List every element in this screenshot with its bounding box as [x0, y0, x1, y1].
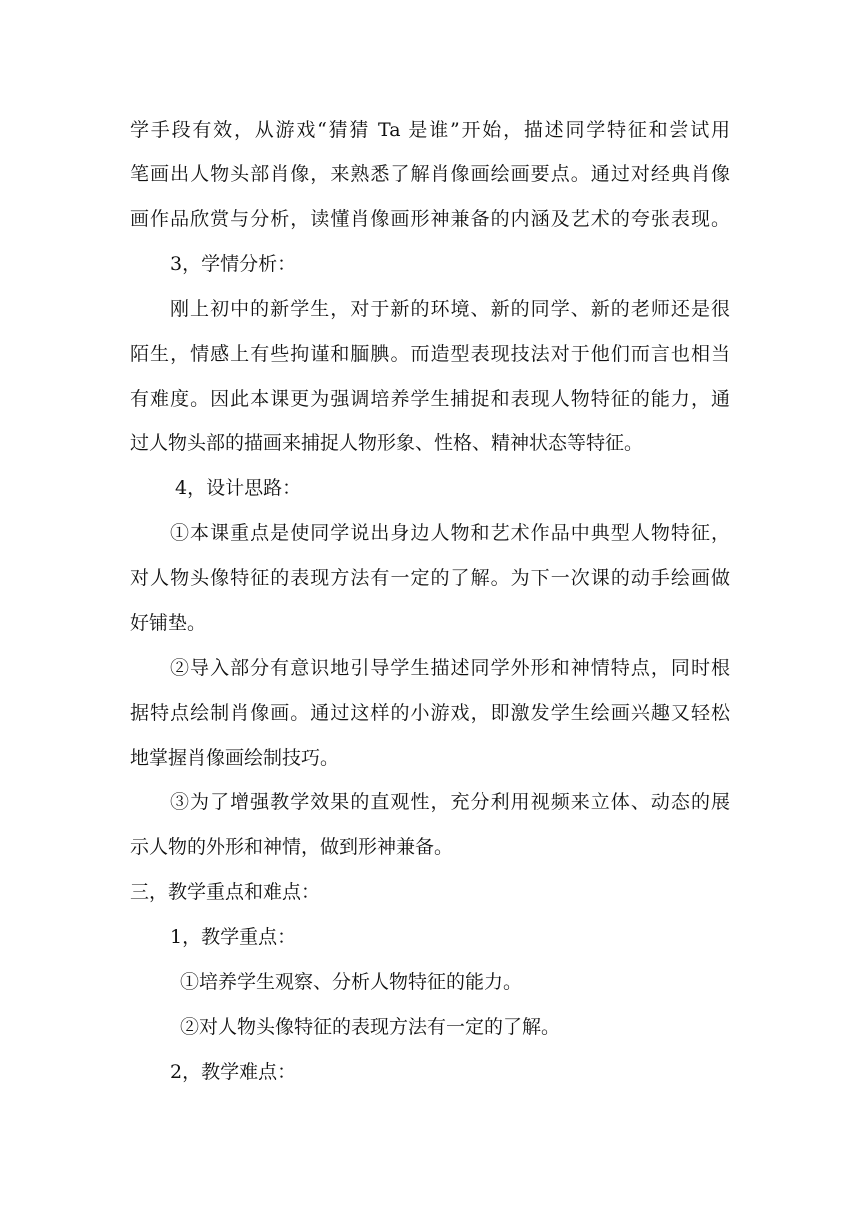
text-line	[0, 554, 860, 602]
paragraph-text: 画作品欣赏与分析，读懂肖像画形神兼备的内涵及艺术的夸张表现。	[130, 208, 730, 230]
subsection-heading: 2，教学难点：	[170, 1061, 297, 1083]
text-line	[0, 509, 860, 557]
paragraph-text: 对人物头像特征的表现方法有一定的了解。为下一次课的动手绘画做	[130, 567, 730, 589]
text-line	[0, 868, 860, 916]
text-line	[0, 913, 860, 961]
section-heading: 3，学情分析：	[170, 253, 297, 275]
text-line	[0, 689, 860, 737]
paragraph-text: 据特点绘制肖像画。通过这样的小游戏，即激发学生绘画兴趣又轻松	[130, 702, 730, 724]
text-line	[0, 464, 860, 512]
text-line	[0, 375, 860, 423]
text-line	[0, 958, 860, 1006]
paragraph-text: ②导入部分有意识地引导学生描述同学外形和神情特点，同时根	[170, 657, 730, 679]
paragraph-text: 地掌握肖像画绘制技巧。	[130, 747, 340, 769]
paragraph-text: 好铺垫。	[130, 612, 207, 634]
text-line	[0, 734, 860, 782]
paragraph-text: ①本课重点是使同学说出身边人物和艺术作品中典型人物特征，	[170, 522, 730, 544]
text-line	[0, 106, 860, 154]
text-line	[0, 330, 860, 378]
text-line	[0, 240, 860, 288]
paragraph-text: 过人物头部的描画来捕捉人物形象、性格、精神状态等特征。	[130, 432, 644, 454]
text-line	[0, 1048, 860, 1096]
text-line	[0, 599, 860, 647]
text-line	[0, 150, 860, 198]
text-line	[0, 285, 860, 333]
list-item: ②对人物头像特征的表现方法有一定的了解。	[180, 1016, 561, 1038]
list-item: ①培养学生观察、分析人物特征的能力。	[180, 971, 523, 993]
paragraph-text: 刚上初中的新学生，对于新的环境、新的同学、新的老师还是很	[170, 298, 730, 320]
text-line	[0, 195, 860, 243]
paragraph-text: 陌生，情感上有些拘谨和腼腆。而造型表现技法对于他们而言也相当	[130, 343, 730, 365]
text-line	[0, 823, 860, 871]
text-line	[0, 419, 860, 467]
paragraph-text: ③为了增强教学效果的直观性，充分利用视频来立体、动态的展	[170, 791, 730, 813]
paragraph-text: 示人物的外形和神情，做到形神兼备。	[130, 836, 454, 858]
text-line	[0, 644, 860, 692]
section-heading: 三，教学重点和难点：	[130, 881, 321, 903]
paragraph-text: 有难度。因此本课更为强调培养学生捕捉和表现人物特征的能力，通	[130, 388, 730, 410]
section-heading: 4，设计思路：	[175, 477, 302, 499]
text-line	[0, 778, 860, 826]
subsection-heading: 1，教学重点：	[170, 926, 297, 948]
text-line	[0, 1003, 860, 1051]
paragraph-text: 笔画出人物头部肖像，来熟悉了解肖像画绘画要点。通过对经典肖像	[130, 163, 730, 185]
paragraph-text: 学手段有效，从游戏“猜猜 Ta 是谁”开始，描述同学特征和尝试用	[130, 119, 730, 141]
